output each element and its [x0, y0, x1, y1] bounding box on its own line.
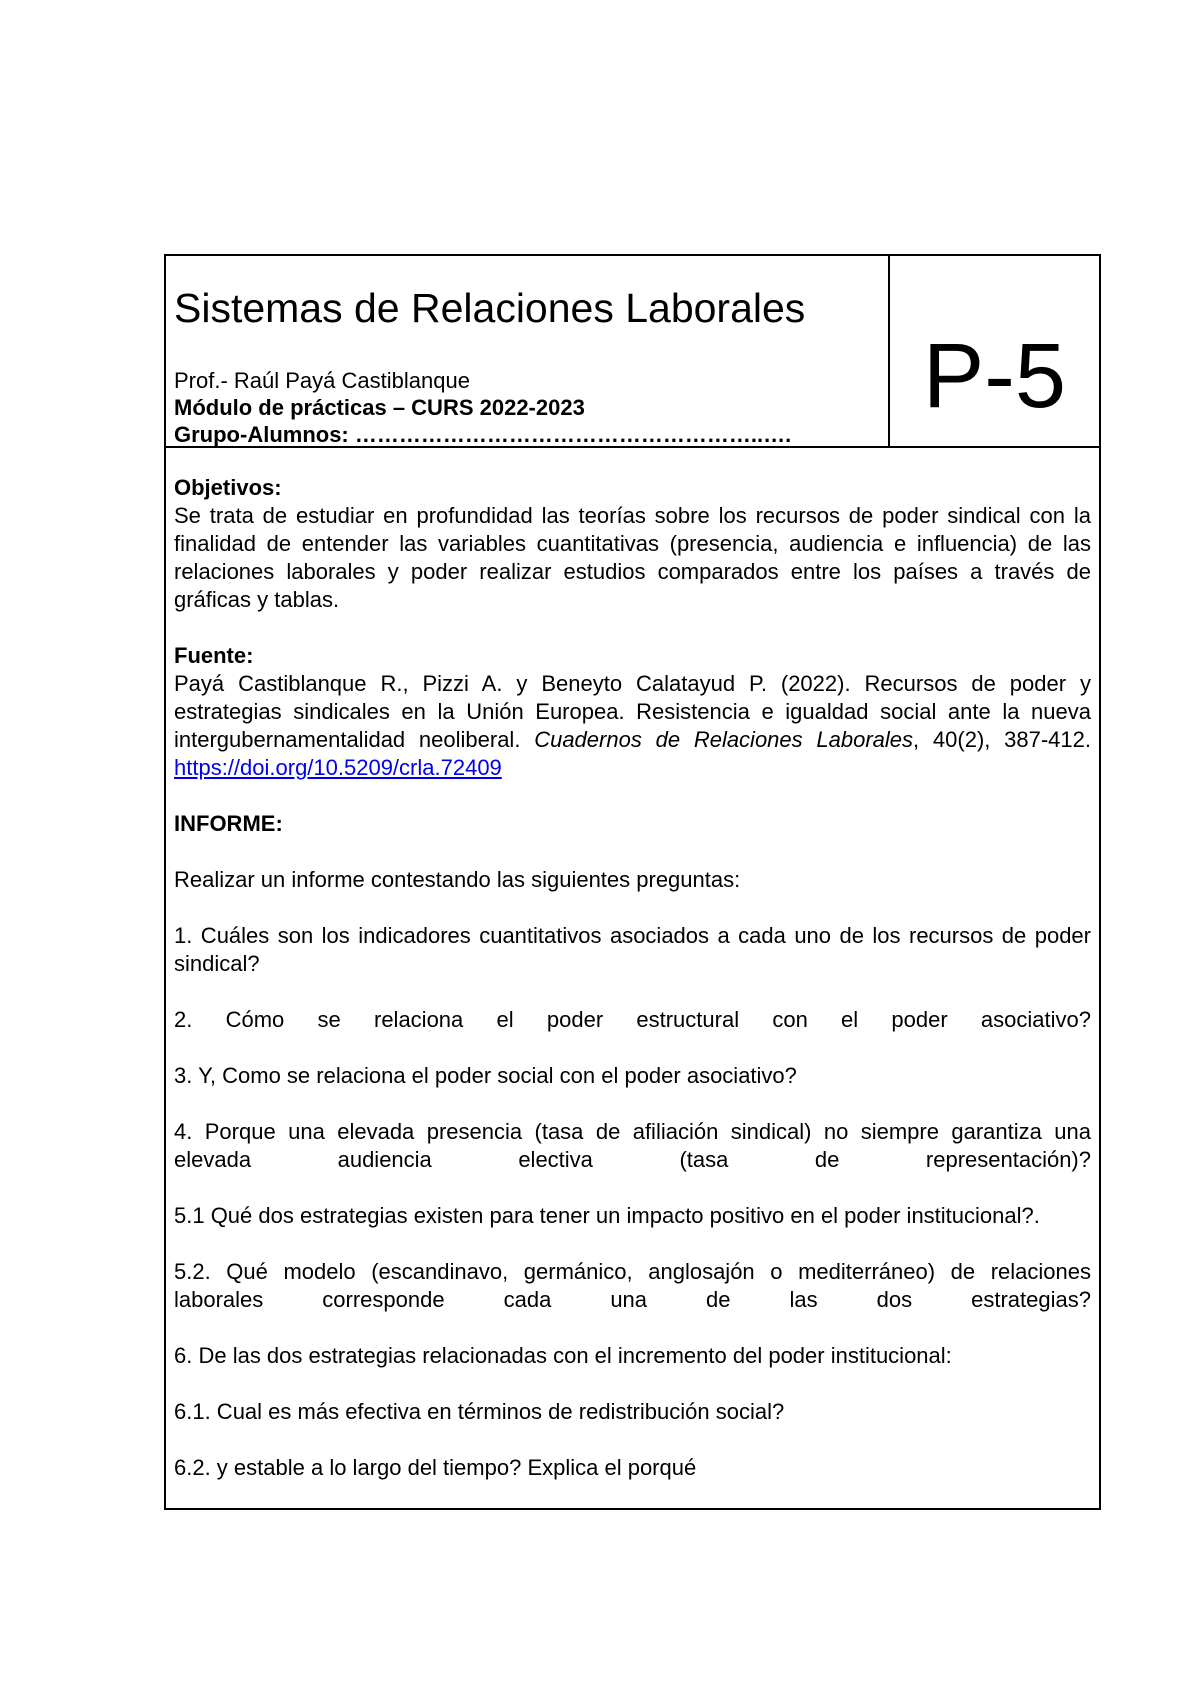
question-4: 4. Porque una elevada presencia (tasa de afiliación sindical) no siempre garantiza una elevada audiencia electiva (tasa de representación)? — [174, 1119, 1091, 1172]
objectives-heading: Objetivos: — [174, 475, 282, 500]
journal-name: Cuadernos de Relaciones Laborales — [534, 727, 914, 752]
question-5-2: 5.2. Qué modelo (escandinavo, germánico, anglosajón o mediterráneo) de relaciones laborales corresponde cada una de las dos estrategias? — [174, 1259, 1091, 1312]
practice-sheet — [164, 254, 1101, 1510]
module-course-year: Módulo de prácticas – CURS 2022-2023 — [174, 395, 585, 420]
citation-text: Payá Castiblanque R., Pizzi A. y Beneyto Calatayud P. (2022). Recursos de poder y estrategias sindicales en la Unión Europea. Resistencia e igualdad social ante la nueva intergubernamentalidad neoliberal. — [174, 671, 1091, 752]
group-students-line: Grupo-Alumnos: ………………………………………………..…. — [174, 422, 792, 447]
doi-link[interactable]: https://doi.org/10.5209/crla.72409 — [174, 755, 502, 780]
question-6: 6. De las dos estrategias relacionadas con el incremento del poder institucional: — [174, 1343, 952, 1368]
question-6-2: 6.2. y estable a lo largo del tiempo? Explica el porqué — [174, 1455, 697, 1480]
question-5-1: 5.1 Qué dos estrategias existen para tener un impacto positivo en el poder institucional?. — [174, 1203, 1040, 1228]
question-2: 2. Cómo se relaciona el poder estructural con el poder asociativo? — [174, 1007, 1091, 1032]
question-1: 1. Cuáles son los indicadores cuantitativos asociados a cada uno de los recursos de poder sindical? — [174, 923, 1091, 976]
professor-name: Prof.- Raúl Payá Castiblanque — [174, 368, 470, 393]
sheet-header — [166, 256, 1099, 448]
report-intro: Realizar un informe contestando las siguientes preguntas: — [174, 867, 741, 892]
source-heading: Fuente: — [174, 643, 254, 668]
question-6-1: 6.1. Cual es más efectiva en términos de redistribución social? — [174, 1399, 785, 1424]
report-heading: INFORME: — [174, 811, 283, 836]
practice-code: P-5 — [922, 325, 1067, 427]
citation-volume: , 40(2), 387-412. — [913, 727, 1091, 752]
practice-code-cell — [890, 256, 1099, 446]
course-title: Sistemas de Relaciones Laborales — [174, 285, 806, 331]
source-citation — [174, 670, 1091, 782]
objectives-text: Se trata de estudiar en profundidad las teorías sobre los recursos de poder sindical con la finalidad de entender las variables cuantitativas (presencia, audiencia e influencia) de las relaciones laborales y poder realizar estudios comparados entre los países a través de gráficas y tablas. — [174, 503, 1091, 612]
question-3: 3. Y, Como se relaciona el poder social con el poder asociativo? — [174, 1063, 797, 1088]
sheet-body — [174, 474, 1091, 1482]
header-info-cell — [166, 256, 890, 446]
